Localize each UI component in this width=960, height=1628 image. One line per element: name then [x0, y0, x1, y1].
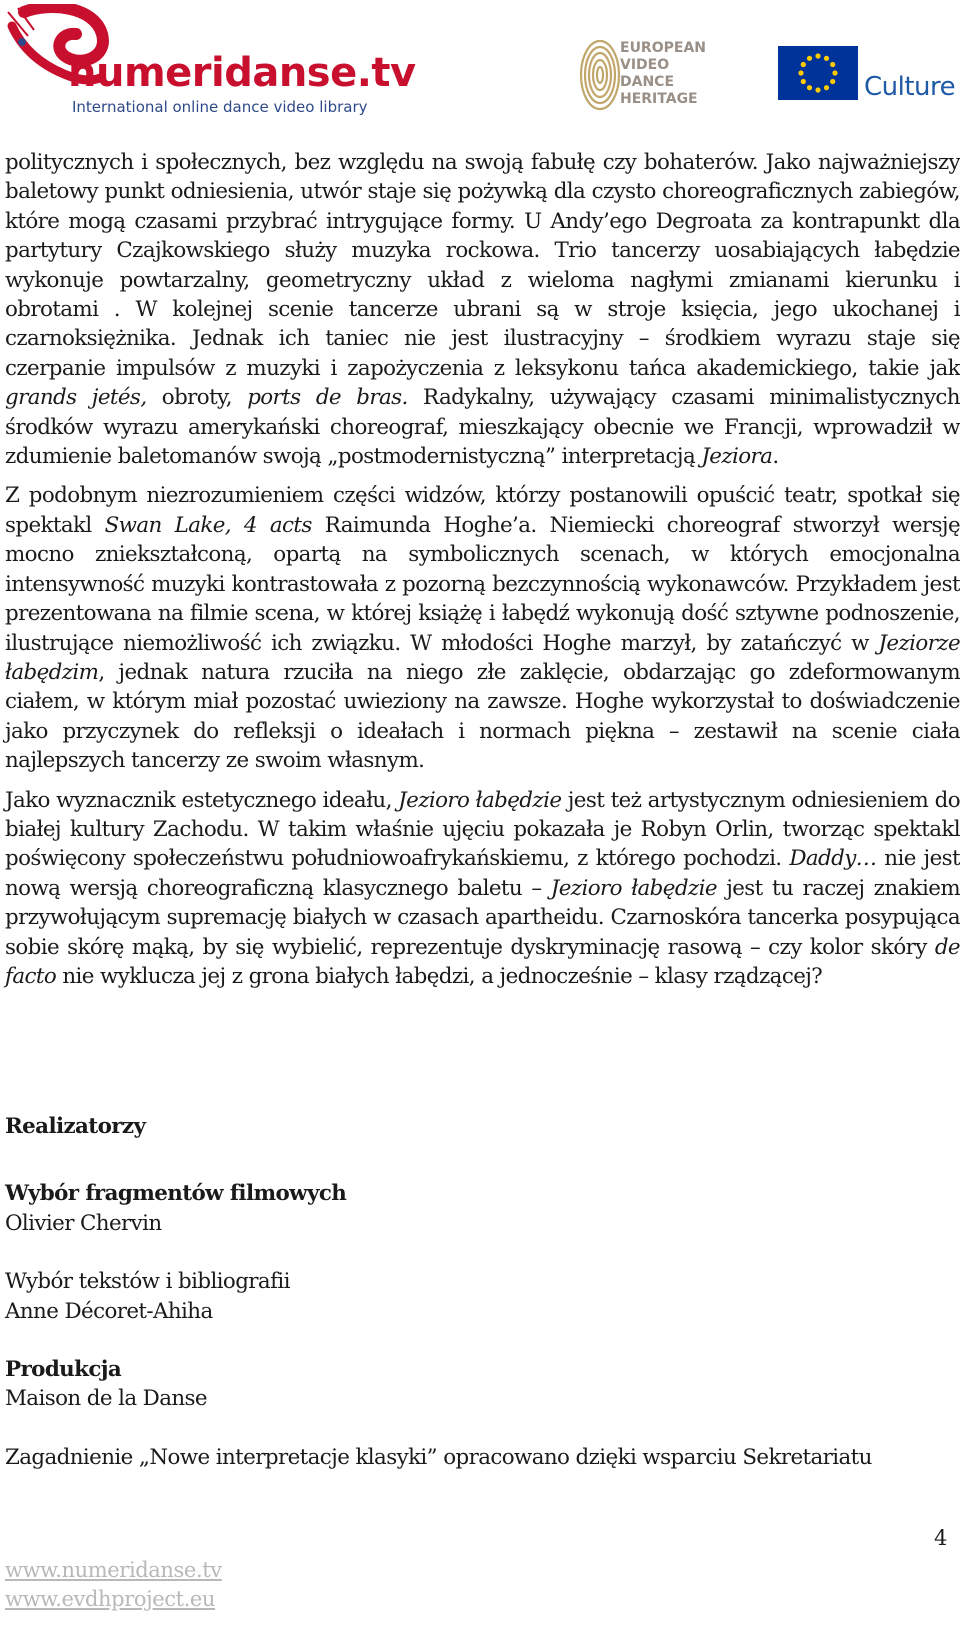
eu-star-icon: [815, 53, 820, 58]
paragraph: [5, 148, 960, 471]
credit-label: Wybór tekstów i bibliografii: [5, 1269, 290, 1295]
evdh-logo-line: HERITAGE: [620, 91, 698, 107]
credit-label: Wybór fragmentów filmowych: [5, 1181, 347, 1207]
eu-star-icon: [830, 62, 835, 67]
paragraph: [5, 481, 960, 775]
italic-text: Jeziora: [701, 444, 773, 470]
italic-text: Swan Lake, 4 acts: [104, 512, 312, 538]
eu-star-icon: [832, 70, 837, 75]
eu-star-icon: [830, 79, 835, 84]
text-run: nie jest nową wersją choreograficzną klasycznego baletu –: [5, 846, 960, 901]
credit-note: Zagadnienie „Nowe interpretacje klasyki” opracowano dzięki wsparciu Sekretariatu: [5, 1444, 872, 1470]
footer-links: [5, 1556, 405, 1614]
evdh-fingerprint-icon: [578, 38, 622, 112]
text-run: jest tu raczej znakiem przywołującym supremację białych w czasach apartheidu. Czarnoskóra tancerka posypująca sobie skórę mąką, by się wybielić, reprezentuje dyskryminację rasową – czy kolor skóry: [5, 875, 960, 960]
text-run: jest też artystycznym odniesieniem do białej kultury Zachodu. W takim właśnie ujęciu pokazała je Robyn Orlin, tworząc spektakl poświęcony społeczeństwu południowoafrykańskiemu, z którego pochodzi.: [5, 787, 960, 872]
eu-culture-logo[interactable]: [778, 46, 958, 106]
text-run: Raimunda Hoghe’a. Niemiecki choreograf stworzył wersję mocno zniekształconą, opartą na symbolicznych scenach, w których emocjonalna intensywność muzyki kontrastowała z pozorną bezczynnością wykonawców. Przykładem jest prezentowana na filmie scena, w której książę i łabędź wykonują dość sztywne podnoszenie, ilustrujące niemożliwość ich związku. W młodości Hoghe marzył, by zatańczyć w: [5, 512, 960, 656]
credit-texts: [5, 1267, 960, 1326]
italic-text: Jeziorze łabędzim: [5, 630, 960, 685]
page-header: [0, 0, 960, 130]
article-body: [5, 148, 960, 1001]
text-run: , jednak natura rzuciła na niego złe zaklęcie, obdarzając go zdeformowanym ciałem, w którym miał pozostać uwieziony na zawsze. Hoghe wykorzystał to doświadczenie jako przyczynek do refleksji o ideałach i normach piękna – zestawił na scenie ciała najlepszych tancerzy ze swoim własnym.: [5, 659, 960, 774]
eu-flag-icon: [778, 46, 858, 100]
text-run: .: [772, 444, 779, 470]
evdh-logo-line: EUROPEAN: [620, 40, 706, 56]
numeridanse-logo-title: numeridanse.tv: [68, 50, 416, 96]
text-run: politycznych i społecznych, bez względu na swoją fabułę czy bohaterów. Jako najważniejszy baletowy punkt odniesienia, utwór staje się pożywką dla czysto choreograficznych zabiegów, które mogą czasami przybrać intrygujące formy. U Andy’ego Degroata za kontrapunkt dla partytury Czajkowskiego służy muzyka rockowa. Trio tancerzy uosabiających łabędzie wykonuje powtarzalny, geometryczny układ z wieloma nagłymi zmianami kierunku i obrotami . W kolejnej scenie tancerze ubrani są w stroje księcia, jego ukochanej i czarnoksiężnika. Jednak ich taniec nie jest ilustracyjny – środkiem wyrazu staje się czerpanie impulsów z muzyki i zapożyczenia z leksykonu tańca akademickiego, takie jak: [5, 150, 960, 381]
credit-name: Maison de la Danse: [5, 1386, 207, 1412]
italic-text: grands jetés,: [5, 385, 147, 411]
text-run: obroty,: [146, 385, 248, 411]
numeridanse-logo[interactable]: [4, 4, 416, 120]
text-run: Radykalny, używający czasami minimalistycznych środków wyrazu amerykański choreograf, mieszkający obecnie we Francji, wprowadził w zdumienie baletomanów swoją „postmodernistyczną” interpretacją: [5, 385, 960, 470]
credit-production: [5, 1355, 960, 1414]
numeridanse-logo-subtitle: International online dance video library: [72, 98, 368, 116]
evdh-logo-line: DANCE: [620, 74, 675, 90]
credit-label: Produkcja: [5, 1357, 122, 1383]
evdh-logo-line: VIDEO: [620, 57, 670, 73]
credit-name: Anne Décoret-Ahiha: [5, 1298, 213, 1324]
eu-star-icon: [807, 56, 812, 61]
italic-text: ports de bras.: [247, 385, 408, 411]
text-run: Z podobnym niezrozumieniem części widzów, którzy postanowili opuścić teatr, spotkał się spektakl: [5, 483, 960, 538]
italic-text: Jezioro łabędzie: [398, 787, 562, 813]
evdh-link[interactable]: www.evdhproject.eu: [5, 1587, 216, 1611]
credits-heading: Realizatorzy: [5, 1114, 146, 1139]
italic-text: Jezioro łabędzie: [550, 875, 717, 901]
text-run: nie wyklucza jej z grona białych łabędzi, a jednocześnie – klasy rządzącej?: [56, 963, 823, 989]
credits-section: [5, 1112, 960, 1472]
paragraph: [5, 786, 960, 992]
eu-star-icon: [801, 62, 806, 67]
eu-star-icon: [807, 85, 812, 90]
credit-films: [5, 1179, 960, 1238]
evdh-logo[interactable]: [578, 38, 708, 114]
eu-star-icon: [824, 56, 829, 61]
eu-culture-text: Culture: [864, 72, 956, 102]
text-run: Jako wyznacznik estetycznego ideału,: [5, 787, 399, 813]
page-number: 4: [934, 1526, 948, 1550]
italic-text: Daddy…: [789, 846, 877, 872]
numeridanse-link[interactable]: www.numeridanse.tv: [5, 1558, 222, 1582]
italic-text: de facto: [5, 934, 960, 989]
evdh-logo-text: [620, 40, 706, 108]
eu-star-icon: [815, 87, 820, 92]
eu-star-icon: [798, 70, 803, 75]
eu-star-icon: [824, 85, 829, 90]
credit-name: Olivier Chervin: [5, 1210, 162, 1236]
eu-star-icon: [801, 79, 806, 84]
